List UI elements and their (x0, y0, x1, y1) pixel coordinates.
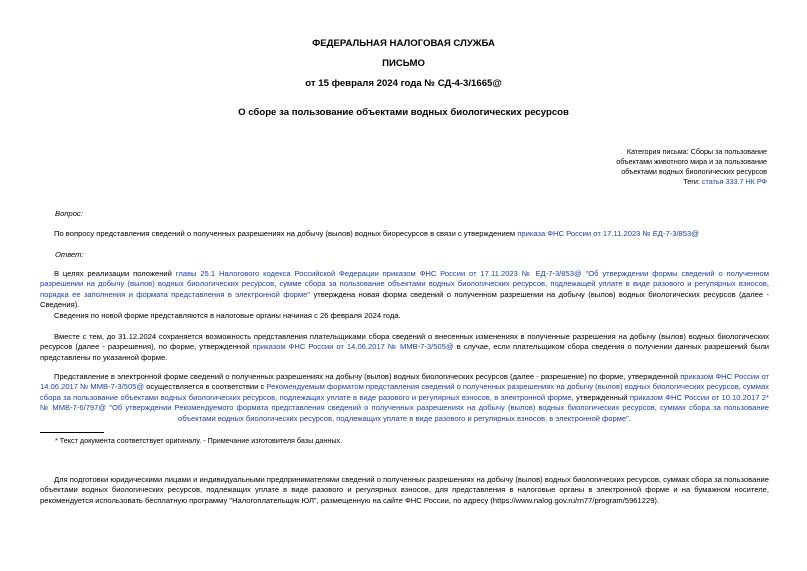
software-recommendation-paragraph: Для подготовки юридическими лицами и индивидуальными предпринимателями сведений о полученных разрешениях на добычу (вылов) водных биологических ресурсов, суммах сбора за пользование объектами водных биологических ресурсов, подлежащих уплате в виде разового и регулярных взносов, для представления в налоговые органы в электронной форме и на бумажном носителе, рекомендуется использовать бесплатную программу "Налогоплательщик ЮЛ", размещенную на сайте ФНС России, по адресу (https://www.nalog.gov.ru/rn77/program/5961229). (40, 475, 769, 505)
p4-text-b: осуществляется в соответствии с (144, 382, 267, 392)
p3-text-b: в случае, если плательщиком сбора сведения о получении данных разрешений были представлены по указанной форме. (40, 342, 769, 362)
footnote: * Текст документа соответствует оригиналу. - Примечание изготовителя базы данных. (55, 436, 343, 445)
answer-paragraph-4 (40, 372, 769, 424)
link-recommended-format[interactable]: Рекомендуемым форматом представления сведений о полученных разрешениях на добычу (вылов) водных биологических ресурсов, суммах сбора за пользование объектами водных биологических ресурсов, подлежащих уплате в виде разового и регулярных взносов, в электронной форме (40, 382, 769, 402)
order-link-ed-7-3-853[interactable]: приказа ФНС России от 17.11.2023 № ЕД-7-3/853@ (517, 229, 699, 238)
tags-label: Теги: (683, 177, 702, 186)
question-body: По вопросу представления сведений о полученных разрешениях на добычу (вылов) водных биоресурсов в связи с утверждением (54, 229, 518, 238)
answer-paragraph-1 (40, 269, 769, 311)
link-recommended-format-title[interactable]: "Об утверждении Рекомендуемого формата представления сведений о полученных разрешениях на добычу (вылов) водных биологических ресурсов, суммах сбора за пользование объектами водных биологических ресурсов, подлежащих уплате в виде разового и регулярных взносов, в электронной форме" (109, 403, 769, 423)
letter-metadata (616, 147, 767, 187)
category-line-2: объектами животного мира и за пользование (616, 157, 767, 166)
link-order-ed-7-3-853[interactable]: приказом ФНС России от 17.11.2023 № ЕД-7-3/853@ (382, 269, 582, 278)
tag-link-article-333-7[interactable]: статья 333.7 НК РФ (701, 177, 767, 186)
category-line-1: Категория письма: Сборы за пользование (626, 147, 767, 156)
p4-text-a: Представление в электронной форме сведений о полученных разрешениях на добычу (вылов) водных биологических ресурсов (далее - разрешение) по форме, утвержденной (54, 372, 681, 381)
p4-text-e: . (628, 413, 631, 423)
agency-title: ФЕДЕРАЛЬНАЯ НАЛОГОВАЯ СЛУЖБА (312, 38, 495, 49)
document-subject: О сборе за пользование объектами водных биологических ресурсов (238, 107, 569, 118)
tags-line (616, 177, 767, 187)
link-order-mmv-7-3-505[interactable]: приказом ФНС России от 14.06.2017 № ММВ-7-3/505@ (252, 342, 454, 352)
link-chapter-25-1-tax-code[interactable]: главы 25.1 Налогового кодекса Российской Федерации (175, 269, 379, 278)
category-line-3: объектами водных биологических ресурсов (621, 167, 767, 176)
footnote-divider (40, 432, 104, 433)
p3-text-a: Вместе с тем, до 31.12.2024 сохраняется возможность представления плательщиками сбора сведений о внесенных изменениях в полученные разрешения на добычу (вылов) водных биологических ресурсов (далее - разрешения), по форме, утвержденной (40, 332, 769, 352)
question-label: Вопрос: (55, 209, 83, 218)
document-type: ПИСЬМО (382, 58, 425, 69)
link-order-mmv-7-3-505-second[interactable]: приказом ФНС России от 14.06.2017 № ММВ-7-3/505@ (40, 372, 769, 392)
link-order-mmv-7-6-797[interactable]: приказом ФНС России от 10.10.2017 2* № ММВ-7-6/797@ (40, 392, 769, 413)
p1-text-a: В целях реализации положений (54, 269, 176, 278)
answer-label: Ответ: (55, 250, 84, 259)
link-order-title[interactable]: "Об утверждении формы сведений о полученном разрешении на добычу (вылов) водных биологических ресурсов, сумме сбора за пользование объектами водных биологических ресурсов, подлежащей уплате в виде разового и регулярных взносов, порядка ее заполнения и формата представления в электронной форме" (40, 269, 769, 299)
answer-paragraph-2: Сведения по новой форме представляются в налоговые органы начиная с 26 февраля 2024 года. (54, 311, 401, 320)
p4-text-c: , утвержденный (571, 392, 630, 402)
document-date-number: от 15 февраля 2024 года № СД-4-3/1665@ (305, 78, 502, 89)
question-text (40, 229, 769, 239)
answer-paragraph-3 (40, 332, 769, 363)
p1-text-d: утверждена новая форма сведений о полученном разрешении на добычу (вылов) водных биологических ресурсов (далее - Сведения). (40, 289, 769, 310)
